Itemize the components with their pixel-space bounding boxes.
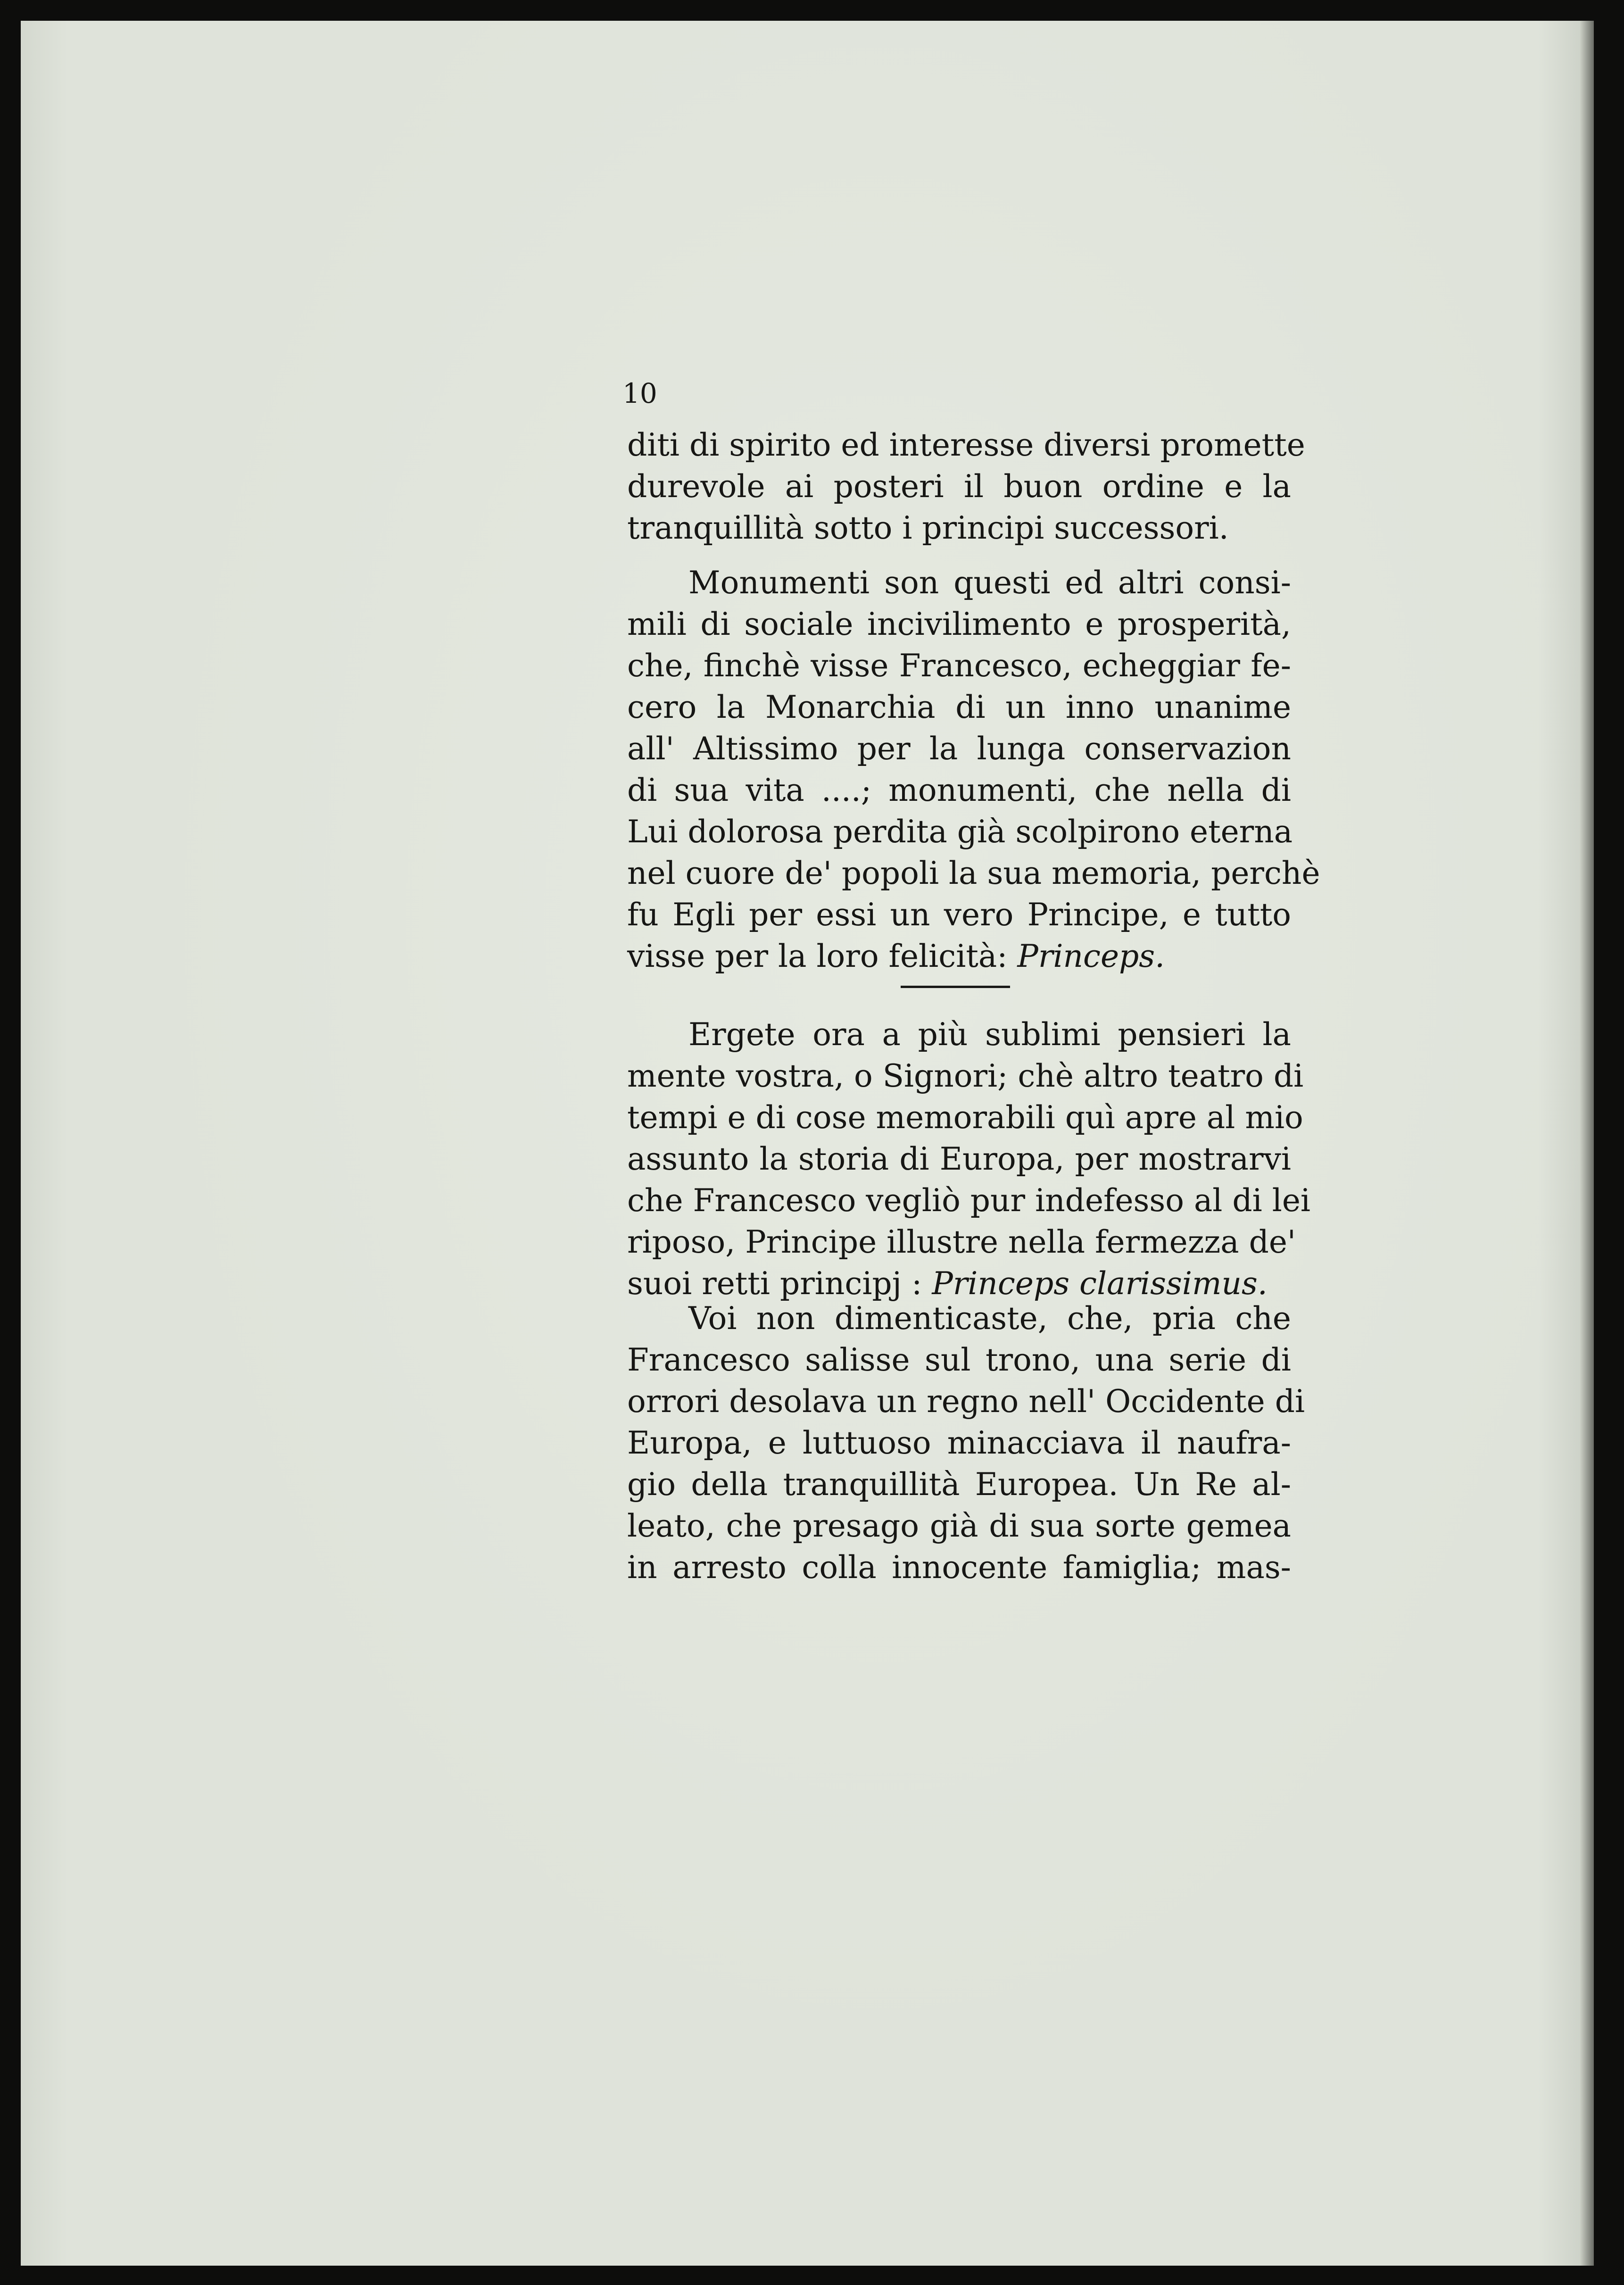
paragraph-4-line-6: leato, che presago già di sua sorte gemea xyxy=(627,1508,1291,1544)
paragraph-2-line-5: all' Altissimo per la lunga conservazion xyxy=(627,731,1291,767)
paragraph-1-line-3: tranquillità sotto i principi successori. xyxy=(627,510,1229,546)
paragraph-4-line-4: Europa, e luttuoso minacciava il naufra- xyxy=(627,1425,1291,1461)
paragraph-1-line-2: durevole ai posteri il buon ordine e la xyxy=(627,468,1291,505)
paragraph-4-line-3: orrori desolava un regno nell' Occidente di xyxy=(627,1383,1305,1420)
princeps-italic: Princeps. xyxy=(1017,938,1165,974)
paragraph-2-line-2: mili di sociale incivilimento e prosperità, xyxy=(627,606,1291,642)
paragraph-2-line-3: che, finchè visse Francesco, echeggiar fe- xyxy=(627,648,1291,684)
paragraph-3-line-5: che Francesco vegliò pur indefesso al di lei xyxy=(627,1182,1311,1219)
paragraph-4-line-2: Francesco salisse sul trono, una serie di xyxy=(627,1342,1291,1378)
paragraph-2 xyxy=(627,562,1320,977)
paragraph-4-line-5: gio della tranquillità Europea. Un Re al- xyxy=(627,1466,1291,1503)
paragraph-4 xyxy=(627,1298,1305,1588)
section-divider-rule xyxy=(901,986,1010,988)
paragraph-1-line-1: diti di spirito ed interesse diversi promette xyxy=(627,427,1305,463)
paragraph-2-last-line-text: visse per la loro felicità: xyxy=(627,938,1008,974)
paragraph-2-line-6: di sua vita ....; monumenti, che nella di xyxy=(627,772,1291,808)
paragraph-3-line-6: riposo, Principe illustre nella fermezza de' xyxy=(627,1224,1296,1260)
paragraph-4-line-1: Voi non dimenticaste, che, pria che xyxy=(688,1300,1291,1337)
paragraph-3-line-3: tempi e di cose memorabili quì apre al mio xyxy=(627,1099,1303,1136)
page-edge xyxy=(1580,21,1594,2266)
paragraph-2-line-10 xyxy=(627,936,1291,977)
paragraph-3 xyxy=(627,1014,1311,1305)
paragraph-3-last-line-text: suoi retti principj : xyxy=(627,1265,922,1302)
paragraph-2-line-1: Monumenti son questi ed altri consi- xyxy=(688,565,1291,601)
paragraph-2-line-7: Lui dolorosa perdita già scolpirono eterna xyxy=(627,814,1293,850)
paragraph-3-line-4: assunto la storia di Europa, per mostrarvi xyxy=(627,1141,1291,1177)
paragraph-2-line-8: nel cuore de' popoli la sua memoria, perchè xyxy=(627,855,1320,891)
paragraph-2-line-4: cero la Monarchia di un inno unanime xyxy=(627,689,1291,725)
paragraph-3-line-2: mente vostra, o Signori; chè altro teatro di xyxy=(627,1058,1304,1094)
princeps-clarissimus-italic: Princeps clarissimus. xyxy=(932,1265,1268,1302)
page-number: 10 xyxy=(622,377,657,409)
paragraph-2-line-9: fu Egli per essi un vero Principe, e tutto xyxy=(627,897,1291,933)
paragraph-1 xyxy=(627,424,1305,549)
paragraph-3-line-1: Ergete ora a più sublimi pensieri la xyxy=(688,1016,1291,1053)
paragraph-4-line-7: in arresto colla innocente famiglia; mas- xyxy=(627,1549,1291,1586)
